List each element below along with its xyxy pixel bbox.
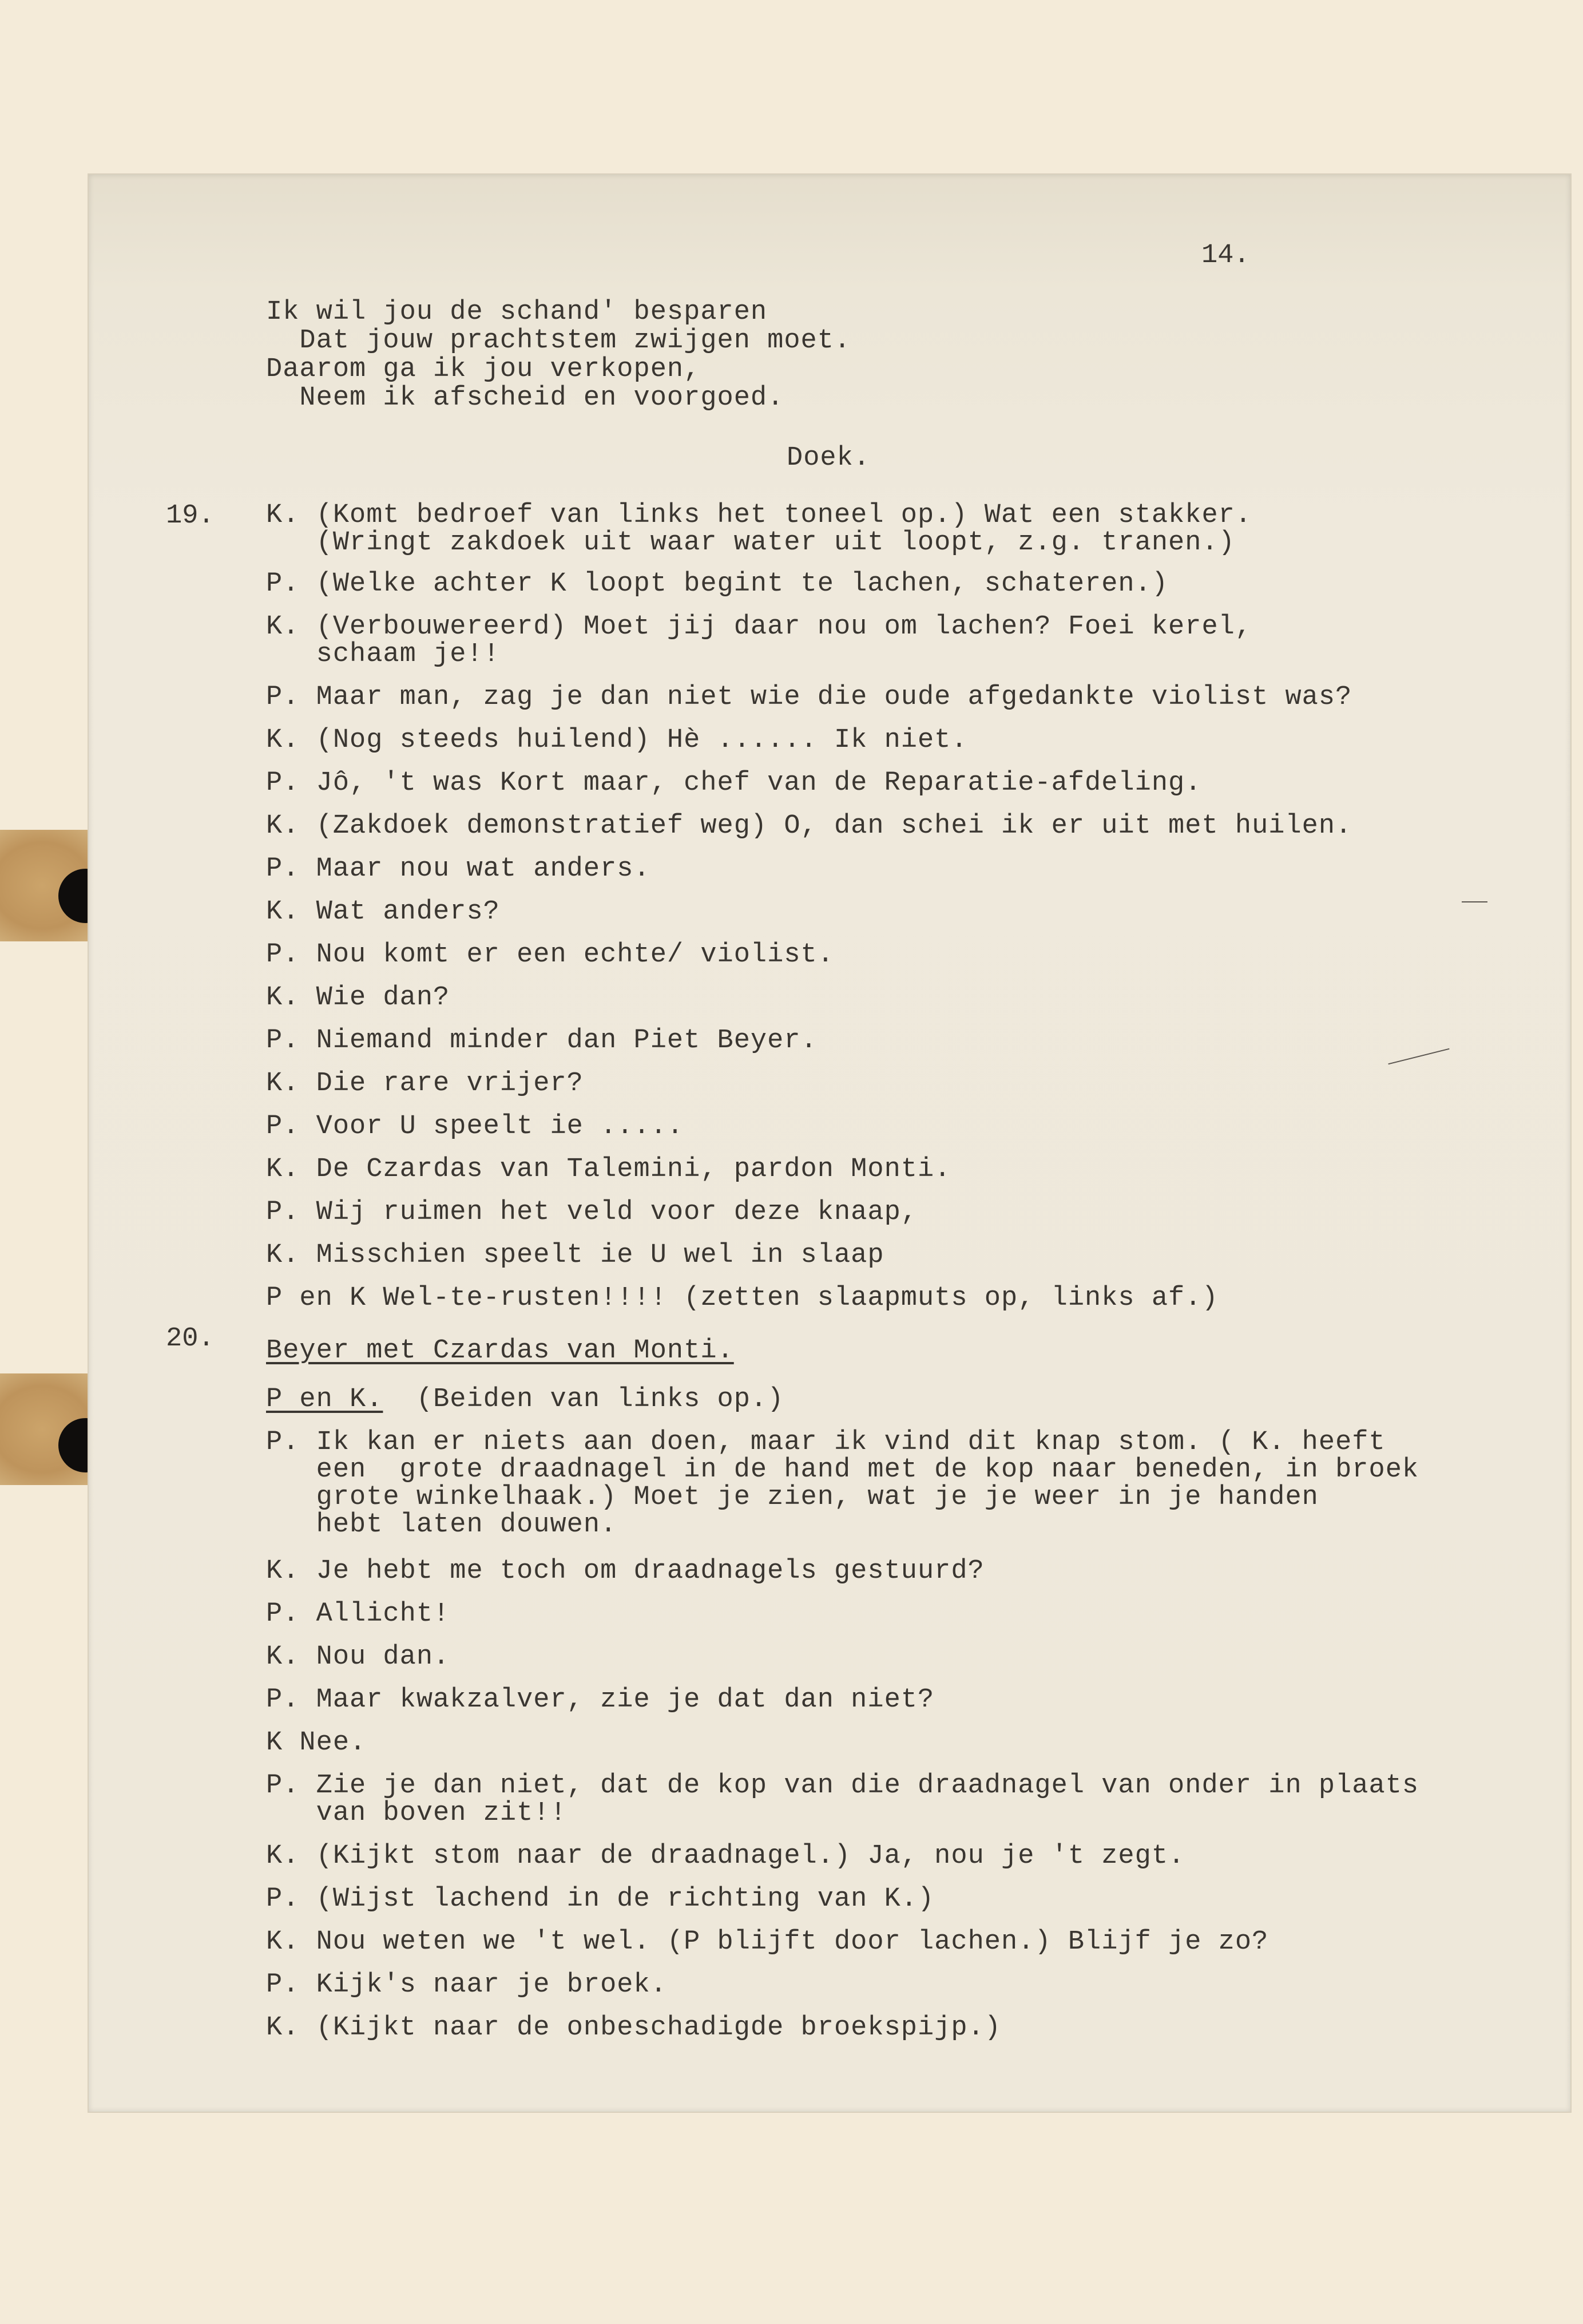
dialogue-line: P. Voor U speelt ie ..... (266, 1111, 684, 1142)
dialogue-line: K. (Verbouwereerd) Moet jij daar nou om lachen? Foei kerel, (266, 612, 1252, 642)
dialogue-line: P. Maar man, zag je dan niet wie die oude afgedankte violist was? (266, 682, 1352, 712)
dialogue-line: P. Zie je dan niet, dat de kop van die draadnagel van onder in plaats (266, 1771, 1419, 1801)
dialogue-line: K. (Zakdoek demonstratief weg) O, dan schei ik er uit met huilen. (266, 811, 1352, 841)
dialogue-line: P. Kijk's naar je broek. (266, 1970, 667, 2000)
dialogue-line: K. (Nog steeds huilend) Hè ...... Ik niet. (266, 725, 968, 755)
dialogue-line: een grote draadnagel in de hand met de kop naar beneden, in broek (266, 1455, 1419, 1485)
page-number: 14. (1201, 240, 1250, 271)
scene-number: 20. (166, 1324, 215, 1354)
dialogue-line: K. Nou weten we 't wel. (P blijft door lachen.) Blijf je zo? (266, 1927, 1269, 1957)
scene-heading: Beyer met Czardas van Monti. (266, 1336, 734, 1366)
dialogue-line: K. Nou dan. (266, 1642, 450, 1672)
dialogue-line: K. (Komt bedroef van links het toneel op.) Wat een stakker. (266, 500, 1252, 530)
dialogue-line: P. Maar kwakzalver, zie je dat dan niet? (266, 1685, 935, 1715)
dialogue-line: hebt laten douwen. (266, 1510, 617, 1540)
dialogue-line: K. Misschien speelt ie U wel in slaap (266, 1240, 884, 1270)
dialogue-line: K. (Kijkt naar de onbeschadigde broekspijp.) (266, 2013, 1002, 2043)
dialogue-line: (Wringt zakdoek uit waar water uit loopt, z.g. tranen.) (266, 528, 1235, 558)
dialogue-line: P. (Welke achter K loopt begint te lachen, schateren.) (266, 569, 1169, 599)
dialogue-line: schaam je!! (266, 639, 500, 670)
dialogue-line: P. Maar nou wat anders. (266, 854, 650, 884)
dialogue-line: grote winkelhaak.) Moet je zien, wat je je weer in je handen (266, 1482, 1319, 1513)
dialogue-line: P. Wij ruimen het veld voor deze knaap, (266, 1197, 918, 1228)
dialogue-line: P. Ik kan er niets aan doen, maar ik vind dit knap stom. ( K. heeft (266, 1427, 1386, 1458)
dialogue-line: P. Jô, 't was Kort maar, chef van de Reparatie-afdeling. (266, 768, 1202, 798)
pencil-mark (1462, 901, 1487, 902)
entrance-direction: (Beiden van links op.) (416, 1384, 784, 1415)
dialogue-line: P en K Wel-te-rusten!!!! (zetten slaapmuts op, links af.) (266, 1283, 1219, 1313)
curtain-direction: Doek. (787, 443, 871, 473)
dialogue-line: K. Wat anders? (266, 897, 500, 927)
dialogue-line: K. Je hebt me toch om draadnagels gestuurd? (266, 1556, 985, 1586)
poem-line: Dat jouw prachtstem zwijgen moet. (266, 326, 851, 356)
dialogue-line: K. (Kijkt stom naar de draadnagel.) Ja, nou je 't zegt. (266, 1841, 1185, 1871)
dialogue-line: van boven zit!! (266, 1798, 567, 1828)
dialogue-line: K. Wie dan? (266, 983, 450, 1013)
scene-number: 19. (166, 501, 215, 531)
dialogue-line: P. Allicht! (266, 1599, 450, 1629)
pencil-mark (1388, 1048, 1449, 1065)
dialogue-line: P. (Wijst lachend in de richting van K.) (266, 1884, 935, 1914)
dialogue-line: K Nee. (266, 1728, 367, 1758)
poem-line: Ik wil jou de schand' besparen (266, 297, 768, 327)
poem-line: Neem ik afscheid en voorgoed. (266, 383, 784, 413)
entrance-line (266, 1385, 784, 1415)
entrance-speakers: P en K. (266, 1384, 383, 1415)
typewritten-page (89, 175, 1570, 2112)
dialogue-line: P. Niemand minder dan Piet Beyer. (266, 1026, 818, 1056)
poem-line: Daarom ga ik jou verkopen, (266, 354, 701, 385)
dialogue-line: K. Die rare vrijer? (266, 1068, 584, 1099)
dialogue-line: K. De Czardas van Talemini, pardon Monti. (266, 1154, 951, 1185)
dialogue-line: P. Nou komt er een echte/ violist. (266, 940, 834, 970)
